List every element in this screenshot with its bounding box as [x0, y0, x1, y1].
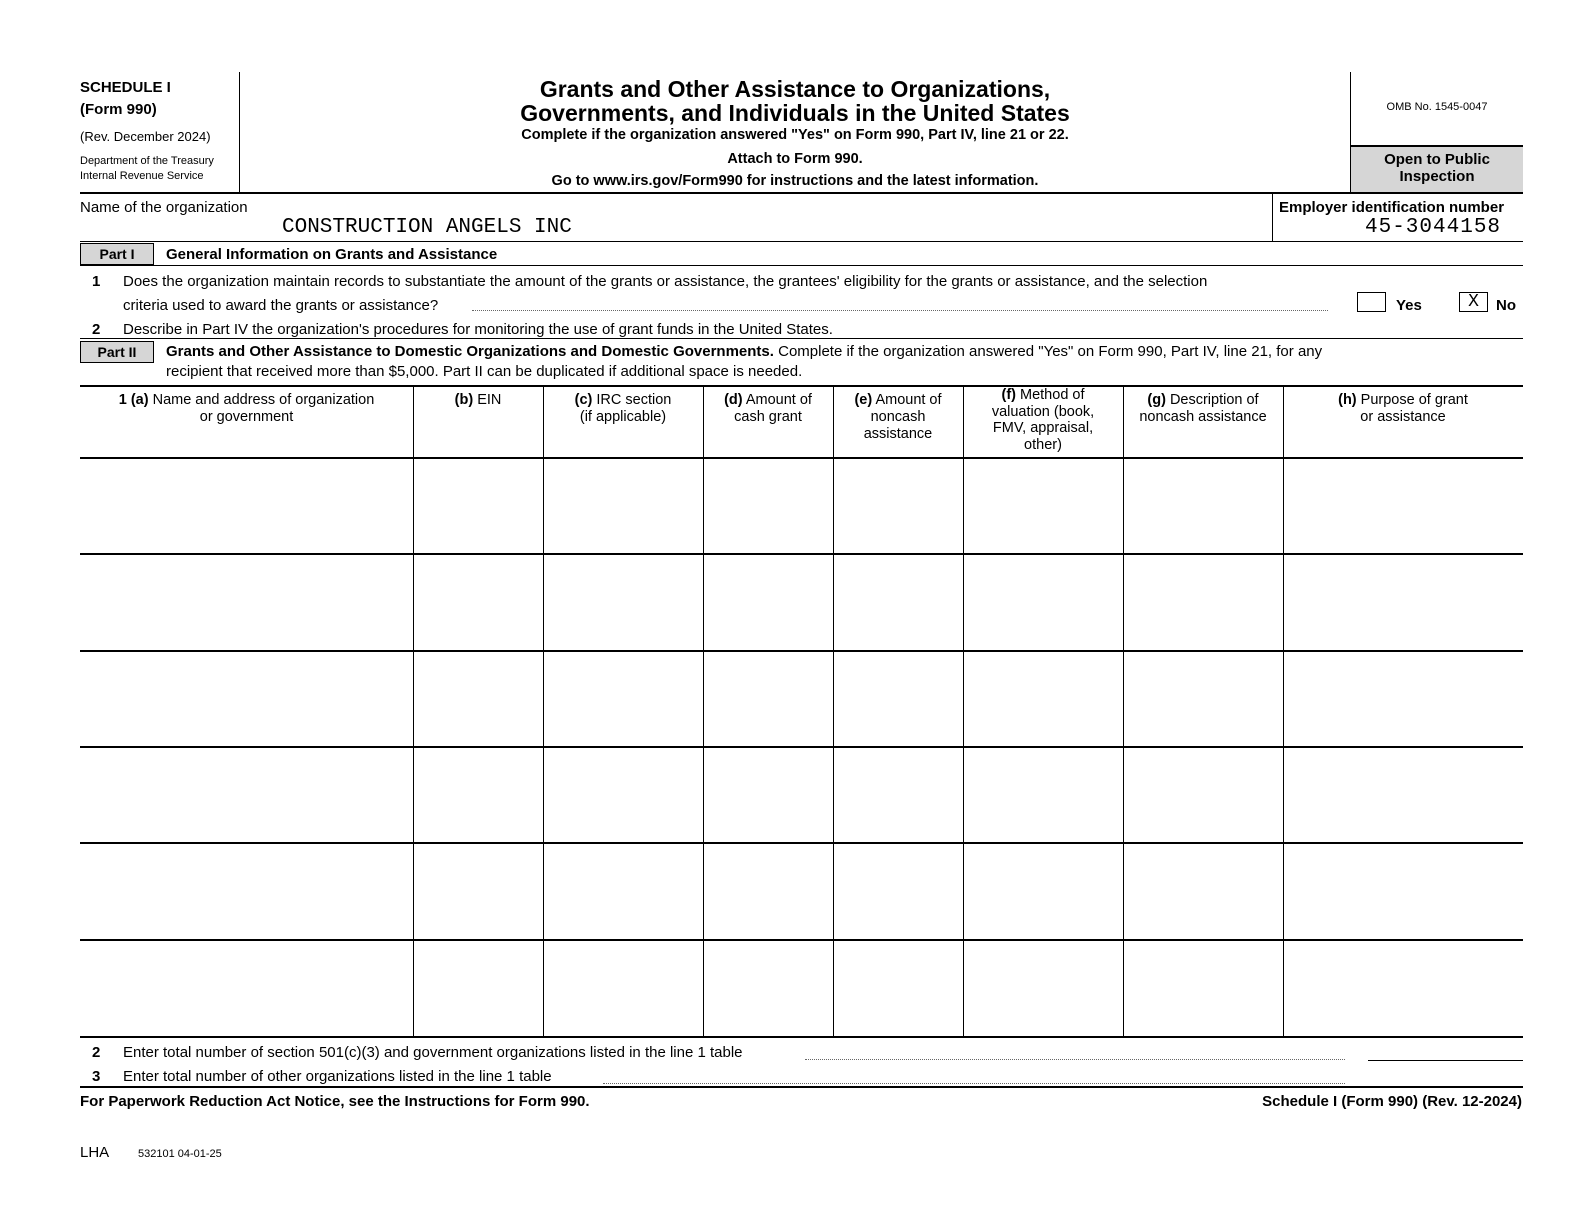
column-h-label2: or assistance	[1360, 409, 1446, 425]
attach-instruction: Attach to Form 990.	[727, 151, 863, 167]
grid-header-rule	[80, 457, 1523, 459]
part1-line2-text: Describe in Part IV the organization's procedures for monitoring the use of grant funds in the United States.	[123, 321, 833, 338]
form-title-line2: Governments, and Individuals in the United States	[520, 100, 1070, 126]
part1-label: Part I	[80, 243, 154, 265]
part2-line3-text: Enter total number of other organizations listed in the line 1 table	[123, 1068, 552, 1085]
column-g-key: (g)	[1147, 392, 1166, 408]
schedule-label: SCHEDULE I	[80, 79, 171, 96]
column-g-label2: noncash assistance	[1139, 409, 1267, 425]
column-d-label2: cash grant	[734, 409, 802, 425]
form-label: (Form 990)	[80, 101, 157, 118]
column-a-label: Name and address of organization	[152, 392, 375, 408]
department-label: Department of the Treasury	[80, 155, 214, 167]
table-row[interactable]	[80, 746, 1523, 748]
column-f-label: Method of	[1020, 387, 1085, 403]
part2-label: Part II	[80, 341, 154, 363]
open-to-public-line1: Open to Public	[1384, 151, 1490, 168]
paperwork-notice: For Paperwork Reduction Act Notice, see the Instructions for Form 990.	[80, 1093, 590, 1110]
header-bottom-rule	[80, 192, 1523, 194]
table-row[interactable]	[80, 939, 1523, 941]
lha-label: LHA	[80, 1144, 110, 1161]
column-f-label3: FMV, appraisal,	[992, 420, 1094, 436]
column-a-key: 1 (a)	[118, 392, 149, 408]
column-b-label: EIN	[477, 392, 502, 408]
column-divider	[543, 387, 544, 457]
form-title-line1: Grants and Other Assistance to Organizations,	[539, 76, 1051, 102]
yes-label: Yes	[1396, 297, 1422, 314]
column-h-key: (h)	[1338, 392, 1357, 408]
column-e-label2: noncash	[870, 409, 926, 425]
part2-line3-leader	[603, 1083, 1345, 1084]
part2-line2-leader	[805, 1059, 1345, 1060]
part2-title	[166, 343, 1322, 360]
column-divider	[1283, 387, 1284, 457]
column-divider	[1123, 387, 1124, 457]
column-c-label: IRC section	[596, 392, 672, 408]
part1-line1-text-cont: criteria used to award the grants or assistance?	[123, 297, 439, 314]
column-c-label2: (if applicable)	[579, 409, 667, 425]
column-divider	[703, 387, 704, 457]
open-to-public-box	[1351, 145, 1523, 193]
no-label: No	[1496, 297, 1516, 314]
column-header-d	[703, 392, 833, 426]
ein-label: Employer identification number	[1279, 199, 1505, 216]
yes-checkbox[interactable]	[1357, 292, 1386, 312]
column-divider	[413, 387, 414, 457]
org-bottom-rule	[80, 241, 1523, 242]
column-g-label: Description of	[1169, 392, 1259, 408]
ein-divider	[1272, 194, 1273, 241]
ein-value[interactable]: 45-3044158	[1365, 216, 1502, 239]
part1-line1-number: 1	[92, 273, 101, 290]
form-code: 532101 04-01-25	[138, 1148, 222, 1160]
column-divider	[963, 387, 964, 457]
no-checkbox[interactable]: X	[1459, 292, 1488, 312]
column-e-key: (e)	[854, 392, 873, 408]
part1-line2-number: 2	[92, 321, 101, 338]
part1-title: General Information on Grants and Assistance	[166, 246, 498, 263]
part2-line2-entry[interactable]	[1368, 1060, 1523, 1061]
column-header-b	[413, 392, 543, 409]
column-b-key: (b)	[454, 392, 474, 408]
part2-line3-number: 3	[92, 1068, 101, 1085]
column-header-f	[963, 387, 1123, 453]
column-d-key: (d)	[724, 392, 743, 408]
column-f-label2: valuation (book,	[991, 403, 1095, 420]
revision-label: (Rev. December 2024)	[80, 129, 211, 144]
part2-bottom-rule	[80, 1086, 1523, 1088]
column-header-c	[543, 392, 703, 426]
column-d-label: Amount of	[745, 392, 812, 408]
part1-title-rule	[80, 265, 1523, 266]
irs-label: Internal Revenue Service	[80, 170, 204, 182]
column-e-label: Amount of	[875, 392, 942, 408]
table-row[interactable]	[80, 1036, 1523, 1038]
column-h-label: Purpose of grant	[1360, 392, 1468, 408]
part1-bottom-rule	[80, 338, 1523, 339]
column-c-key: (c)	[574, 392, 593, 408]
column-header-g	[1123, 392, 1283, 426]
goto-instruction: Go to www.irs.gov/Form990 for instructions and the latest information.	[551, 173, 1039, 189]
part1-line1-text: Does the organization maintain records to substantiate the amount of the grants or assistance, the grantees' eligibility for the grants or assistance, and the selection	[123, 273, 1208, 290]
column-divider	[833, 387, 834, 457]
part2-header-top-rule	[80, 385, 1523, 387]
column-e-label3: assistance	[863, 426, 933, 442]
org-name-value[interactable]: CONSTRUCTION ANGELS INC	[282, 216, 572, 239]
column-header-h	[1283, 392, 1523, 426]
column-header-e	[833, 392, 963, 443]
part2-line2-text: Enter total number of section 501(c)(3) and government organizations listed in the line 1 table	[123, 1044, 743, 1061]
omb-number: OMB No. 1545-0047	[1386, 101, 1488, 113]
table-row[interactable]	[80, 553, 1523, 555]
part2-title-line2: recipient that received more than $5,000. Part II can be duplicated if additional space is needed.	[166, 363, 803, 380]
part2-title-rest: Complete if the organization answered "Yes" on Form 990, Part IV, line 21, for any	[778, 343, 1323, 360]
form-subtitle: Complete if the organization answered "Yes" on Form 990, Part IV, line 21 or 22.	[521, 127, 1069, 143]
column-f-label4: other)	[1024, 436, 1062, 453]
table-row[interactable]	[80, 650, 1523, 652]
part1-line1-leader	[472, 310, 1328, 311]
column-a-label2: or government	[199, 409, 294, 425]
open-to-public-line2: Inspection	[1399, 168, 1475, 185]
table-row[interactable]	[80, 842, 1523, 844]
part2-title-bold: Grants and Other Assistance to Domestic Organizations and Domestic Governments.	[166, 343, 774, 360]
column-header-a	[80, 392, 413, 426]
column-f-key: (f)	[1001, 387, 1016, 403]
schedule-reference: Schedule I (Form 990) (Rev. 12-2024)	[1262, 1093, 1522, 1110]
org-name-label: Name of the organization	[80, 199, 248, 216]
part2-line2-number: 2	[92, 1044, 101, 1061]
